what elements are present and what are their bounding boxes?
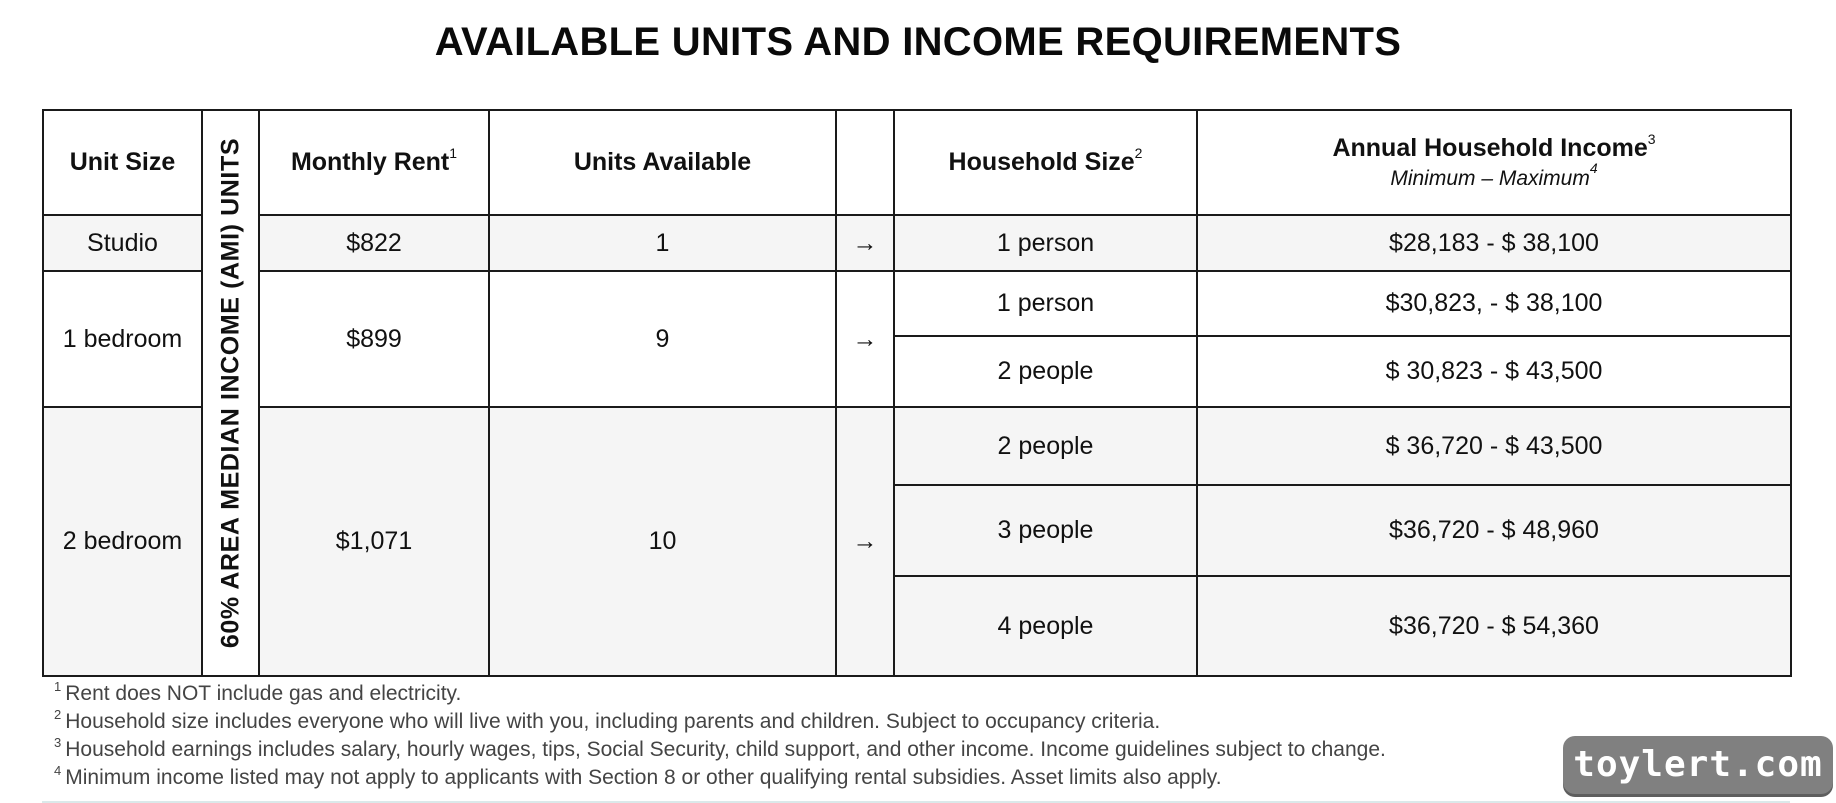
table-row (43, 271, 1791, 336)
income-range-cell: $30,823, - $ 38,100 (1197, 271, 1791, 336)
header-unit-size (43, 110, 202, 215)
header-annual-income (1197, 110, 1791, 215)
header-monthly-rent-label: Monthly Rent (290, 148, 450, 176)
footnote-number: 4 (54, 763, 62, 778)
income-range-cell: $36,720 - $ 48,960 (1197, 485, 1791, 576)
ami-label: 60% AREA MEDIAN INCOME (AMI) UNITS (216, 137, 244, 649)
footnote-number: 1 (54, 679, 62, 694)
header-units-available-label: Units Available (573, 148, 752, 176)
footnote-3 (54, 736, 1554, 764)
table-row (43, 215, 1791, 271)
income-range-cell: $ 30,823 - $ 43,500 (1197, 336, 1791, 407)
arrow-icon: → (836, 407, 894, 676)
income-range-cell: $28,183 - $ 38,100 (1197, 215, 1791, 271)
header-units-available (489, 110, 836, 215)
min-max-label: Minimum – Maximum (1390, 167, 1590, 190)
page-title: AVAILABLE UNITS AND INCOME REQUIREMENTS (434, 20, 1402, 64)
footnote-ref-4: 4 (1589, 160, 1598, 176)
units-available-cell: 10 (489, 407, 836, 676)
footnote-number: 3 (54, 735, 62, 750)
footnote-ref-3: 3 (1647, 131, 1656, 147)
footnotes (54, 680, 1554, 792)
household-size-cell: 1 person (894, 271, 1197, 336)
units-available-cell: 1 (489, 215, 836, 271)
header-monthly-rent (259, 110, 489, 215)
units-income-table (42, 109, 1792, 677)
footnote-text: Minimum income listed may not apply to applicants with Section 8 or other qualifying rental subsidies. Asset limits also apply. (65, 766, 1222, 789)
household-size-cell: 4 people (894, 576, 1197, 676)
arrow-icon: → (836, 215, 894, 271)
unit-size-cell: 2 bedroom (43, 407, 202, 676)
household-size-cell: 2 people (894, 407, 1197, 485)
footnote-2 (54, 708, 1554, 736)
footnote-4 (54, 764, 1554, 792)
footnote-number: 2 (54, 707, 62, 722)
header-household-size-label: Household Size (948, 148, 1135, 176)
header-unit-size-label: Unit Size (69, 148, 176, 176)
table-row (43, 407, 1791, 485)
arrow-icon: → (836, 271, 894, 407)
footnote-ref-1: 1 (449, 145, 458, 161)
watermark-badge: toylert.com (1563, 736, 1833, 794)
header-row (43, 110, 1791, 215)
rent-cell: $899 (259, 271, 489, 407)
income-range-cell: $ 36,720 - $ 43,500 (1197, 407, 1791, 485)
household-size-cell: 2 people (894, 336, 1197, 407)
footnote-text: Household size includes everyone who will live with you, including parents and children. Subject to occupancy criteria. (65, 710, 1161, 733)
income-range-cell: $36,720 - $ 54,360 (1197, 576, 1791, 676)
header-annual-income-label: Annual Household Income (1332, 134, 1648, 162)
header-arrow-column (836, 110, 894, 215)
household-size-cell: 3 people (894, 485, 1197, 576)
footnote-ref-2: 2 (1134, 145, 1143, 161)
rent-cell: $1,071 (259, 407, 489, 676)
units-available-cell: 9 (489, 271, 836, 407)
header-annual-income-sub (1198, 160, 1790, 191)
ami-label-cell (202, 110, 259, 676)
footnote-1 (54, 680, 1554, 708)
footnote-text: Rent does NOT include gas and electricity. (65, 682, 462, 705)
household-size-cell: 1 person (894, 215, 1197, 271)
unit-size-cell: 1 bedroom (43, 271, 202, 407)
rent-cell: $822 (259, 215, 489, 271)
header-household-size (894, 110, 1197, 215)
footnote-text: Household earnings includes salary, hourly wages, tips, Social Security, child support, and other income. Income guidelines subject to change. (65, 738, 1386, 761)
unit-size-cell: Studio (43, 215, 202, 271)
